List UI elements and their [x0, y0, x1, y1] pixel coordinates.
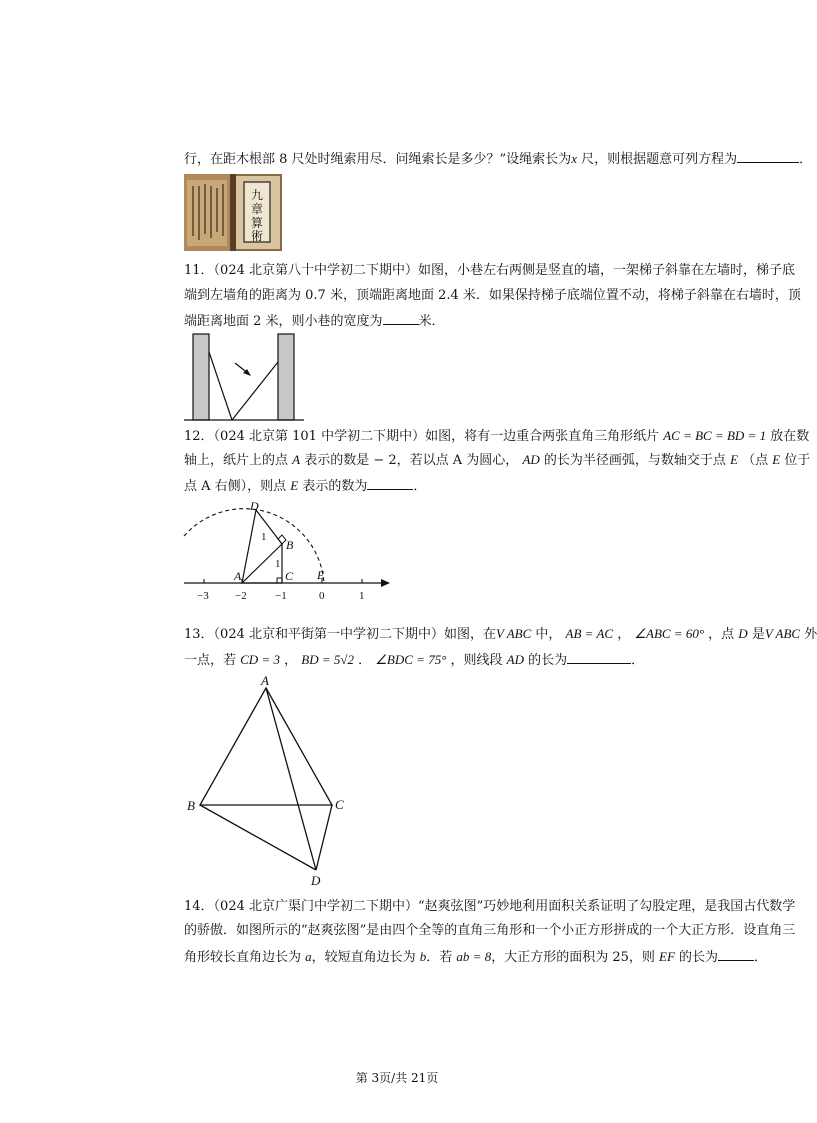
tick-label: −3: [197, 590, 209, 602]
q12-line-3: 点 A 右侧），则点 E 表示的数为 ．: [184, 478, 427, 494]
answer-blank: [367, 477, 413, 490]
page-footer: 第 3页/共 21页: [355, 1071, 439, 1085]
book-image: [184, 174, 282, 251]
tick-label: 1: [359, 590, 365, 602]
triangle-abcd-figure: [184, 672, 354, 890]
q14-line-2: 的骄傲．如图所示的“赵爽弦图”是由四个全等的直角三角形和一个小正方形拼成的一个大正方形．设直角三: [184, 923, 796, 938]
q11-line-2: 端到左墙角的距离为 0.7 米，顶端距离地面 2.4 米．如果保持梯子底端位置不动，将梯子斜靠在右墙时，顶: [184, 288, 801, 303]
label-a: A: [234, 569, 242, 583]
svg-text:術: 術: [250, 229, 264, 243]
segment-ad: [266, 688, 316, 870]
q11-line-1: 11．（024 北京第八十中学初二下期中）如图，小巷左右两侧是竖直的墙，一架梯子斜靠在左墙时，梯子底: [184, 263, 795, 278]
label-a: A: [261, 673, 269, 688]
q12-line-2: 轴上，纸片上的点 A 表示的数是 − 2，若以点 A 为圆心， AD 的长为半径画弧，与数轴交于点 E （点 E 位于: [184, 452, 811, 468]
label-b: B: [286, 538, 294, 552]
q10-text-line: 行，在距木根部 8 尺处时绳索用尽．问绳索长是多少？”设绳索长为x 尺，则根据题意可列方程为 ．: [184, 151, 813, 167]
q12-line-1: 12．（024 北京第 101 中学初二下期中）如图，将有一边重合两张直角三角形纸片 AC = BC = BD = 1 放在数: [184, 428, 810, 444]
right-angle-c: [277, 578, 282, 583]
label-length-bc: 1: [275, 558, 281, 570]
q13-line-1: 13．（024 北京和平街第一中学初二下期中）如图，在V ABC 中， AB = AC ， ∠ABC = 60° ，点 D 是V ABC 外: [184, 626, 817, 642]
label-c: C: [335, 797, 344, 812]
answer-blank: [737, 150, 799, 163]
number-line-figure: [180, 498, 395, 603]
book-photo: [184, 174, 282, 251]
answer-blank: [567, 651, 631, 664]
tick-label: 0: [319, 590, 325, 602]
label-d: D: [250, 499, 259, 513]
answer-blank: [383, 312, 419, 325]
label-d: D: [311, 873, 321, 888]
segment-bd: [200, 805, 316, 870]
tick-label: −1: [275, 590, 287, 602]
label-e: E: [317, 568, 325, 582]
q13-line-2: 一点，若 CD = 3 ， BD = 5√2 ． ∠BDC = 75° ，则线段 AD 的长为 ．: [184, 652, 645, 668]
triangle-abc: [200, 688, 332, 805]
label-length-db: 1: [261, 531, 267, 543]
axis-arrow: [381, 579, 390, 587]
q11-line-3: 端距离地面 2 米，则小巷的宽度为 米．: [184, 314, 445, 329]
label-b: B: [187, 798, 195, 813]
segment-cd: [316, 805, 332, 870]
svg-text:算: 算: [250, 216, 264, 230]
answer-blank: [718, 948, 754, 961]
label-c: C: [285, 569, 294, 583]
alley-ladder-figure: [184, 332, 309, 424]
svg-text:九: 九: [250, 188, 264, 202]
svg-text:章: 章: [250, 202, 264, 216]
q14-line-1: 14．（024 北京广渠门中学初二下期中）“赵爽弦图”巧妙地利用面积关系证明了勾股定理，是我国古代数学: [184, 899, 796, 914]
q14-line-3: 角形较长直角边长为 a，较短直角边长为 b．若 ab = 8，大正方形的面积为 25，则 EF 的长为 ．: [184, 949, 768, 965]
tick-label: −2: [235, 590, 247, 602]
